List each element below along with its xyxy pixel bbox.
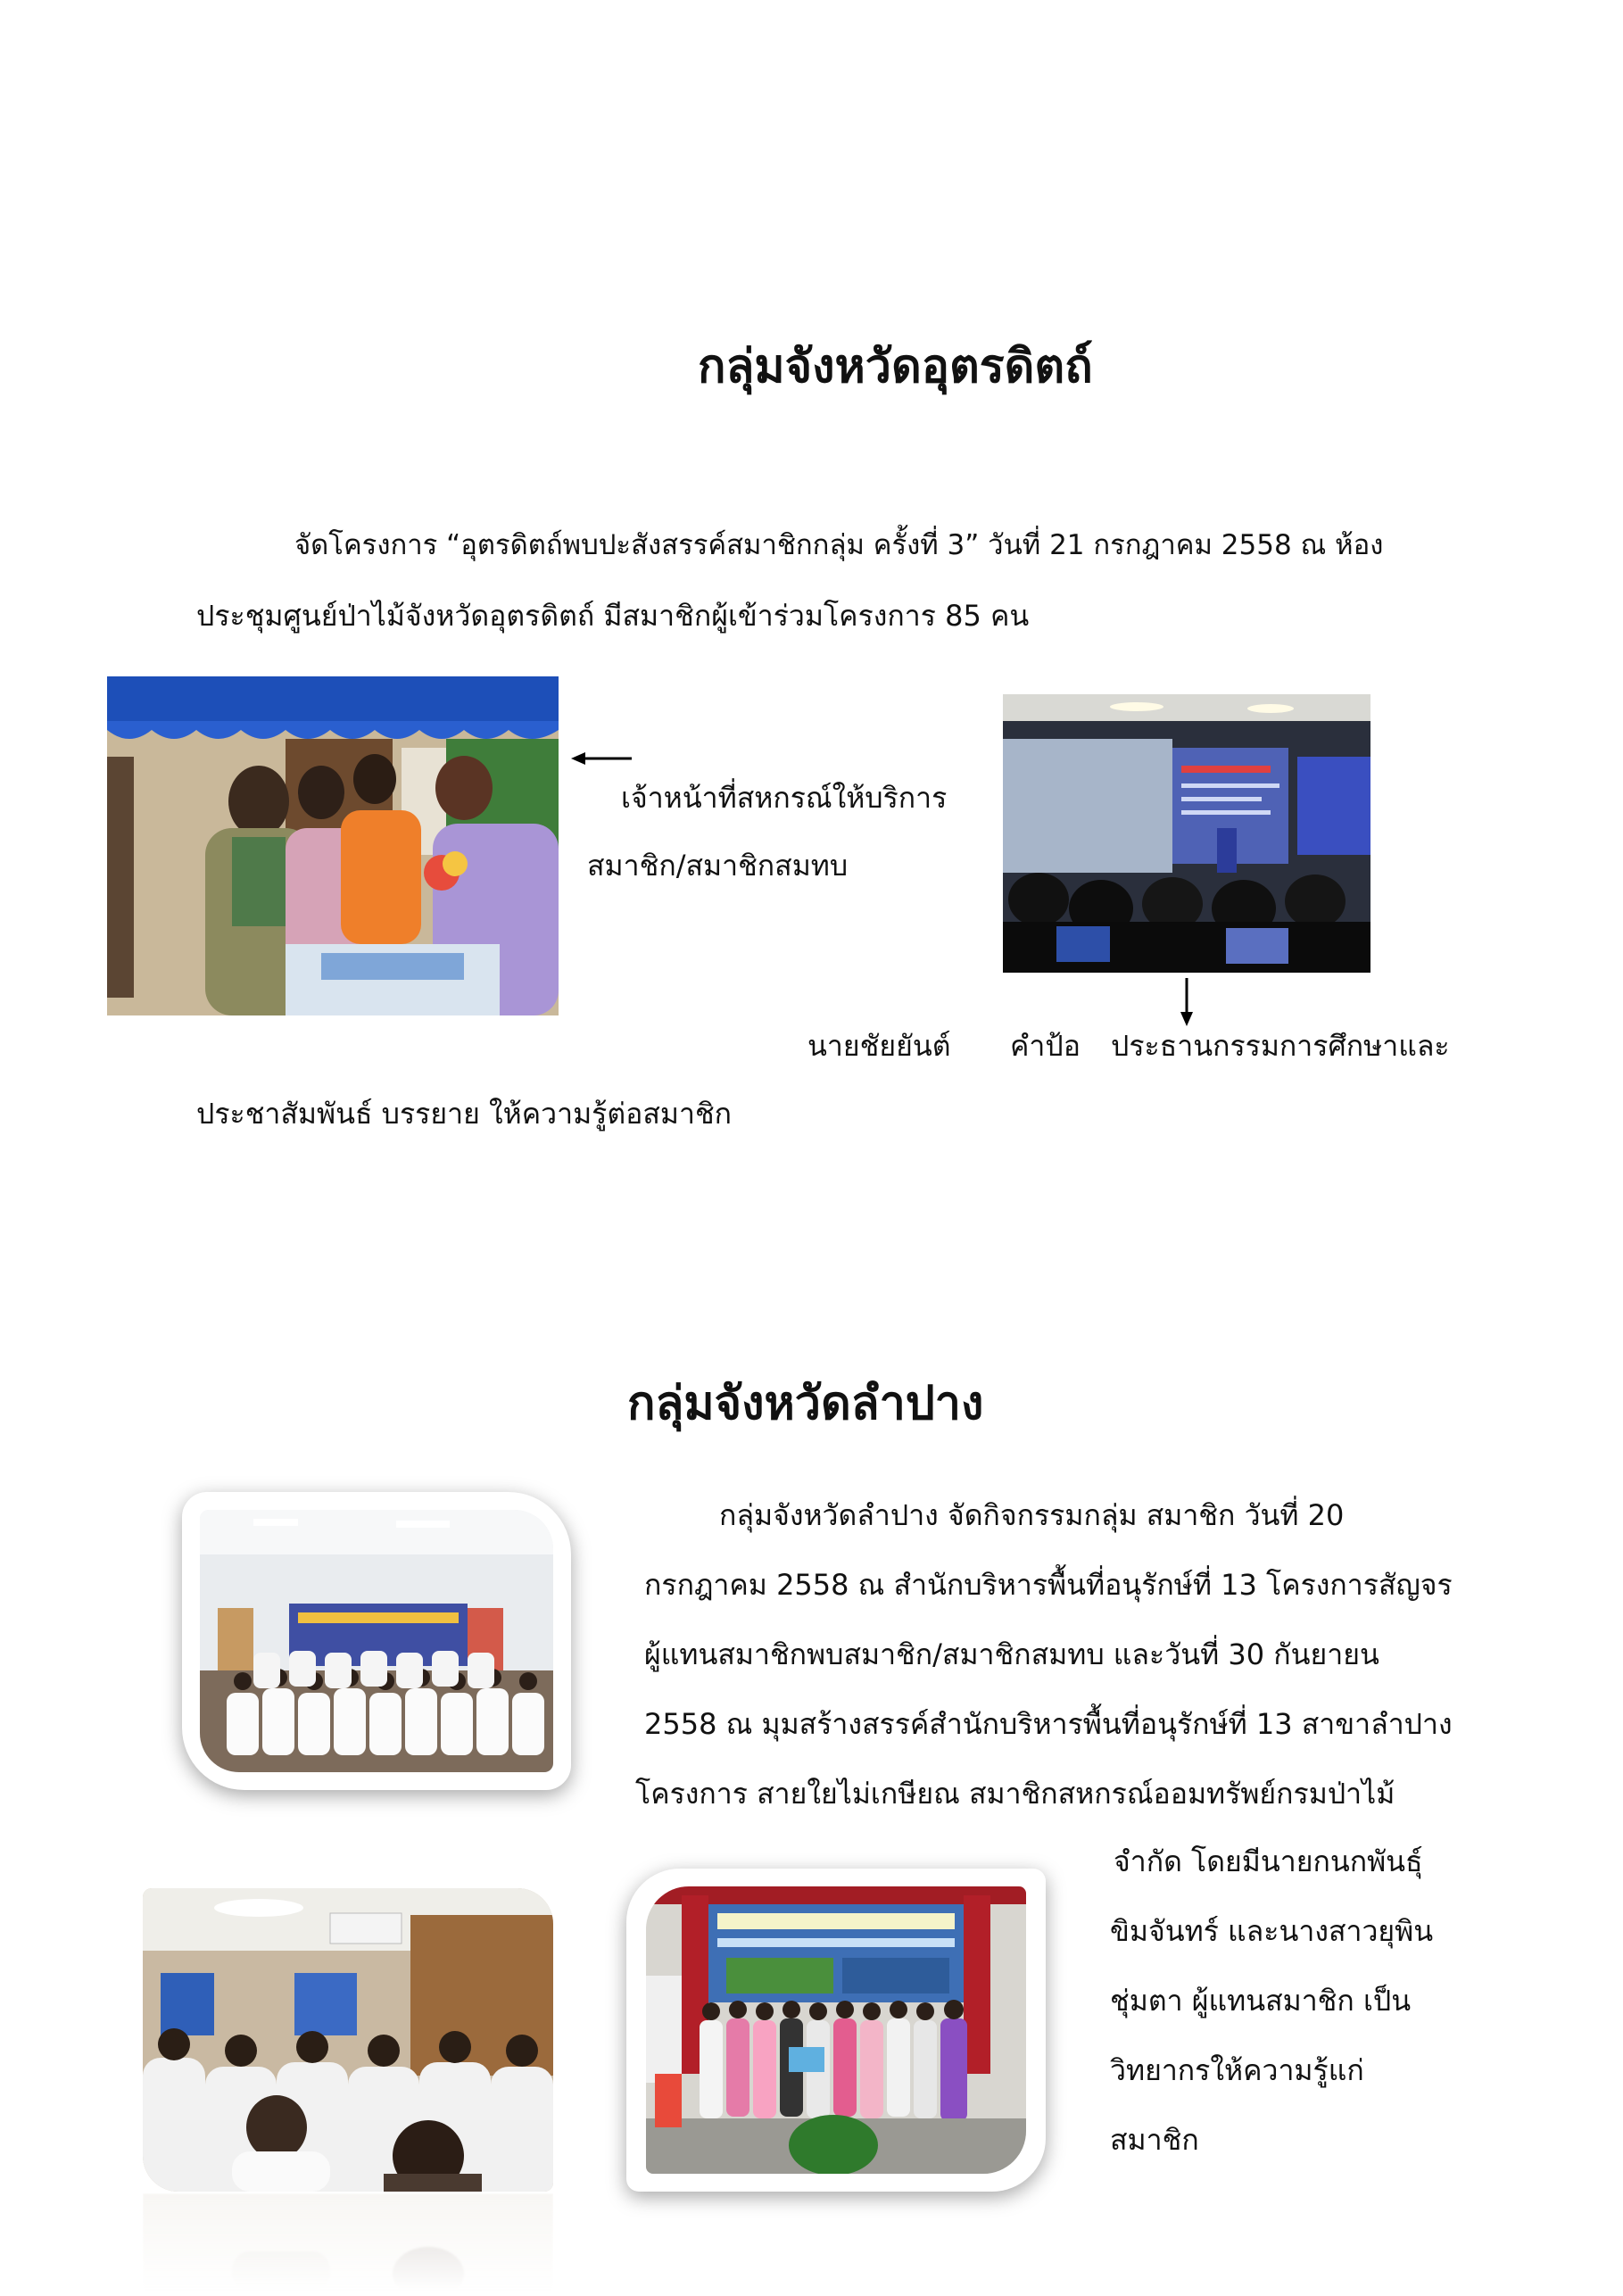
caption-staff-line-1: เจ้าหน้าที่สหกรณ์ให้บริการ — [621, 781, 948, 815]
paragraph-line-1: จัดโครงการ “อุตรดิตถ์พบปะสังสรรค์สมาชิกกลุ่ม ครั้งที่ 3” วันที่ 21 กรกฎาคม 2558 ณ ห้อง — [294, 529, 1384, 561]
lampang-line-3: ผู้แทนสมาชิกพบสมาชิก/สมาชิกสมทบ และวันที่ 30 กันยายน — [644, 1637, 1379, 1671]
paragraph-line-2: ประชุมศูนย์ป่าไม้จังหวัดอุตรดิตถ์ มีสมาชิกผู้เข้าร่วมโครงการ 85 คน — [196, 599, 1030, 633]
photo-frame-banner — [626, 1869, 1046, 2192]
photo-frame-group — [182, 1492, 571, 1790]
photo-lecture-room — [1003, 694, 1370, 973]
photo-seated-audience-reflection — [143, 2193, 553, 2292]
caption-lecturer-line-2: ประชาสัมพันธ์ บรรยาย ให้ความรู้ต่อสมาชิก — [196, 1097, 733, 1131]
photo-group-members — [200, 1510, 553, 1772]
lampang-side-line-3: ชุ่มตา ผู้แทนสมาชิก เป็น — [1110, 1984, 1412, 2018]
caption-lecturer-role: ประธานกรรมการศึกษาและ — [1111, 1029, 1450, 1063]
lampang-line-4: 2558 ณ มุมสร้างสรรค์สำนักบริหารพื้นที่อนุรักษ์ที่ 13 สาขาลำปาง — [644, 1707, 1453, 1741]
lampang-line-2: กรกฎาคม 2558 ณ สำนักบริหารพื้นที่อนุรักษ์ที่ 13 โครงการสัญจร — [644, 1568, 1453, 1602]
lampang-side-line-2: ขิมจันทร์ และนางสาวยุพิน — [1110, 1914, 1434, 1948]
photo-banner-group — [646, 1886, 1026, 2174]
lampang-side-line-4: วิทยากรให้ความรู้แก่ — [1110, 2053, 1364, 2087]
caption-lecturer-surname: คำป้อ — [1010, 1029, 1081, 1063]
lampang-line-5: โครงการ สายใยไม่เกษียณ สมาชิกสหกรณ์ออมทรัพย์กรมป่าไม้ — [635, 1777, 1395, 1811]
lampang-line-1: กลุ่มจังหวัดลำปาง จัดกิจกรรมกลุ่ม สมาชิก วันที่ 20 — [719, 1498, 1345, 1532]
caption-staff-line-2: สมาชิก/สมาชิกสมทบ — [587, 849, 849, 883]
arrow-down-icon — [1178, 978, 1196, 1026]
section-title-lampang: กลุ่มจังหวัดลำปาง — [627, 1377, 984, 1430]
photo-seated-audience — [143, 1888, 553, 2192]
lampang-side-line-5: สมาชิก — [1110, 2123, 1199, 2157]
caption-lecturer-name: นายชัยยันต์ — [807, 1029, 951, 1063]
photo-staff-service — [107, 676, 559, 1015]
section-title-uttaradit: กลุ่มจังหวัดอุตรดิตถ์ — [698, 340, 1093, 394]
lampang-side-line-1: จำกัด โดยมีนายกนกพันธุ์ — [1114, 1844, 1423, 1878]
arrow-left-icon — [571, 750, 632, 767]
